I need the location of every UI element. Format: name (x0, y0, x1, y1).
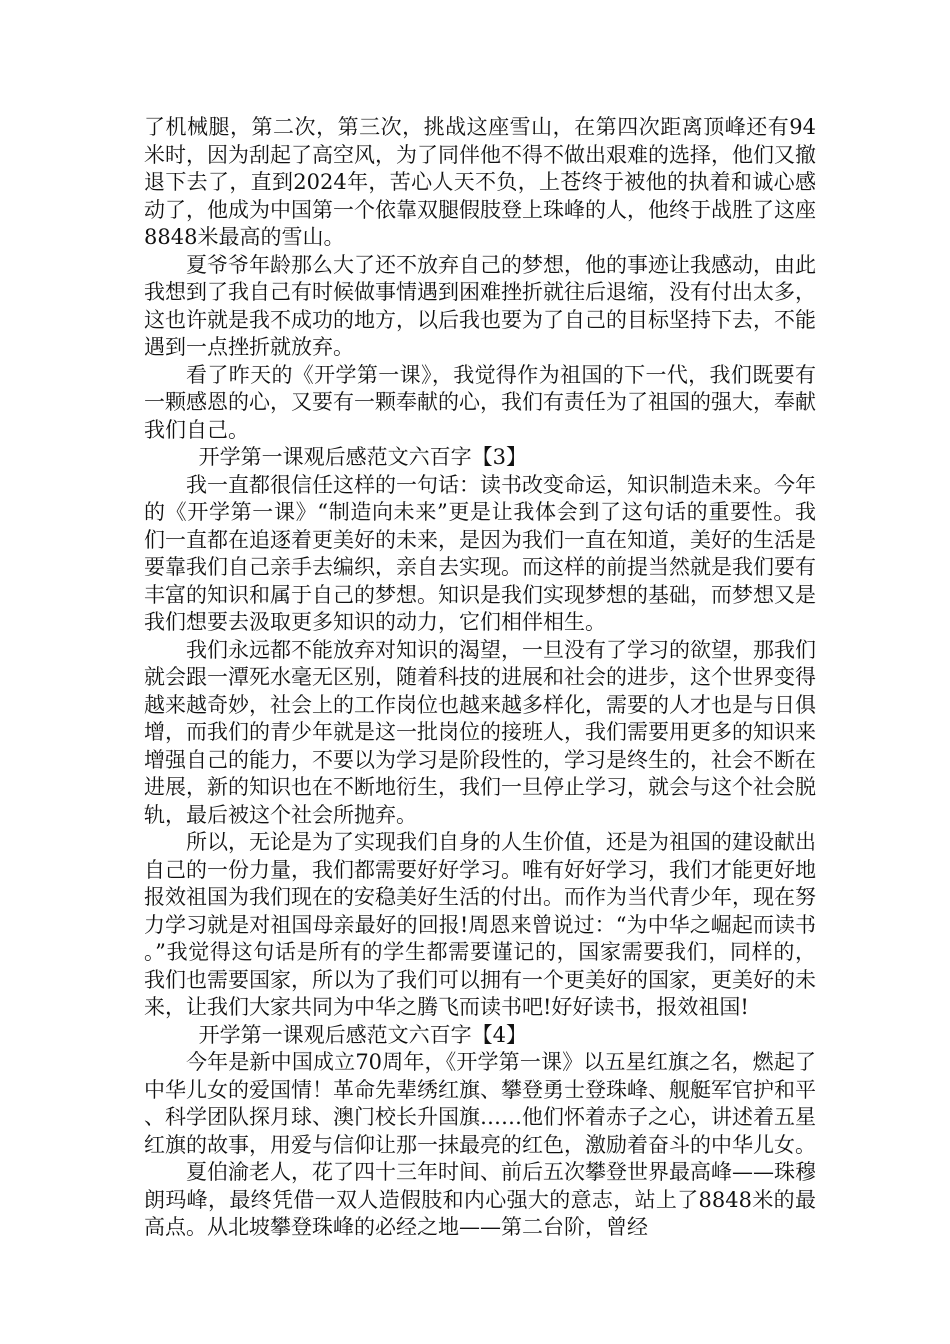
section-heading: 开学第一课观后感范文六百字【4】 (198, 1022, 527, 1047)
document-body (144, 114, 816, 1242)
paragraph: 看了昨天的《开学第一课》，我觉得作为祖国的下一代，我们既要有一颗感恩的心，又要有一颗奉献的心，我们有责任为了祖国的强大，奉献我们自己。 (144, 362, 816, 442)
paragraph: 我一直都很信任这样的一句话：读书改变命运，知识制造未来。今年的《开学第一课》“制造向未来”更是让我体会到了这句话的重要性。我们一直都在追逐着更美好的未来，是因为我们一直在知道，美好的生活是要靠我们自己亲手去编织，亲自去实现。而这样的前提当然就是我们要有丰富的知识和属于自己的梦想。知识是我们实现梦想的基础，而梦想又是我们想要去汲取更多知识的动力，它们相伴相生。 (144, 472, 816, 634)
section-heading: 开学第一课观后感范文六百字【3】 (198, 445, 527, 469)
paragraph: 了机械腿，第二次，第三次，挑战这座雪山，在第四次距离顶峰还有94米时，因为刮起了高空风，为了同伴他不得不做出艰难的选择，他们又撤退下去了，直到2024年，苦心人天不负，上苍终于被他的执着和诚心感动了，他成为中国第一个依靠双腿假肢登上珠峰的人，他终于战胜了这座8848米最高的雪山。 (144, 115, 816, 249)
paragraph: 夏伯渝老人，花了四十三年时间、前后五次攀登世界最高峰——珠穆朗玛峰，最终凭借一双人造假肢和内心强大的意志，站上了8848米的最高点。从北坡攀登珠峰的必经之地——第二台阶，曾经 (144, 1160, 816, 1239)
paragraph: 夏爷爷年龄那么大了还不放弃自己的梦想，他的事迹让我感动，由此我想到了我自己有时候做事情遇到困难挫折就往后退缩，没有付出太多，这也许就是我不成功的地方，以后我也要为了自己的目标坚持下去，不能遇到一点挫折就放弃。 (144, 252, 816, 359)
paragraph: 所以，无论是为了实现我们自身的人生价值，还是为祖国的建设献出自己的一份力量，我们都需要好好学习。唯有好好学习，我们才能更好地报效祖国为我们现在的安稳美好生活的付出。而作为当代青少年，现在努力学习就是对祖国母亲最好的回报!周恩来曾说过：“为中华之崛起而读书。”我觉得这句话是所有的学生都需要谨记的，国家需要我们，同样的，我们也需要国家，所以为了我们可以拥有一个更美好的国家，更美好的未来，让我们大家共同为中华之腾飞而读书吧!好好读书，报效祖国! (144, 830, 816, 1019)
paragraph: 我们永远都不能放弃对知识的渴望，一旦没有了学习的欲望，那我们就会跟一潭死水毫无区别，随着科技的进展和社会的进步，这个世界变得越来越奇妙，社会上的工作岗位也越来越多样化，需要的人才也是与日俱增，而我们的青少年就是这一批岗位的接班人，我们需要用更多的知识来增强自己的能力，不要以为学习是阶段性的，学习是终生的，社会不断在进展，新的知识也在不断地衍生，我们一旦停止学习，就会与这个社会脱轨，最后被这个社会所抛弃。 (144, 637, 816, 827)
paragraph: 今年是新中国成立70周年，《开学第一课》以五星红旗之名，燃起了中华儿女的爱国情！革命先辈绣红旗、攀登勇士登珠峰、舰艇军官护和平、科学团队探月球、澳门校长升国旗……他们怀着赤子之心，讲述着五星红旗的故事，用爱与信仰让那一抹最亮的红色，激励着奋斗的中华儿女。 (144, 1050, 816, 1157)
